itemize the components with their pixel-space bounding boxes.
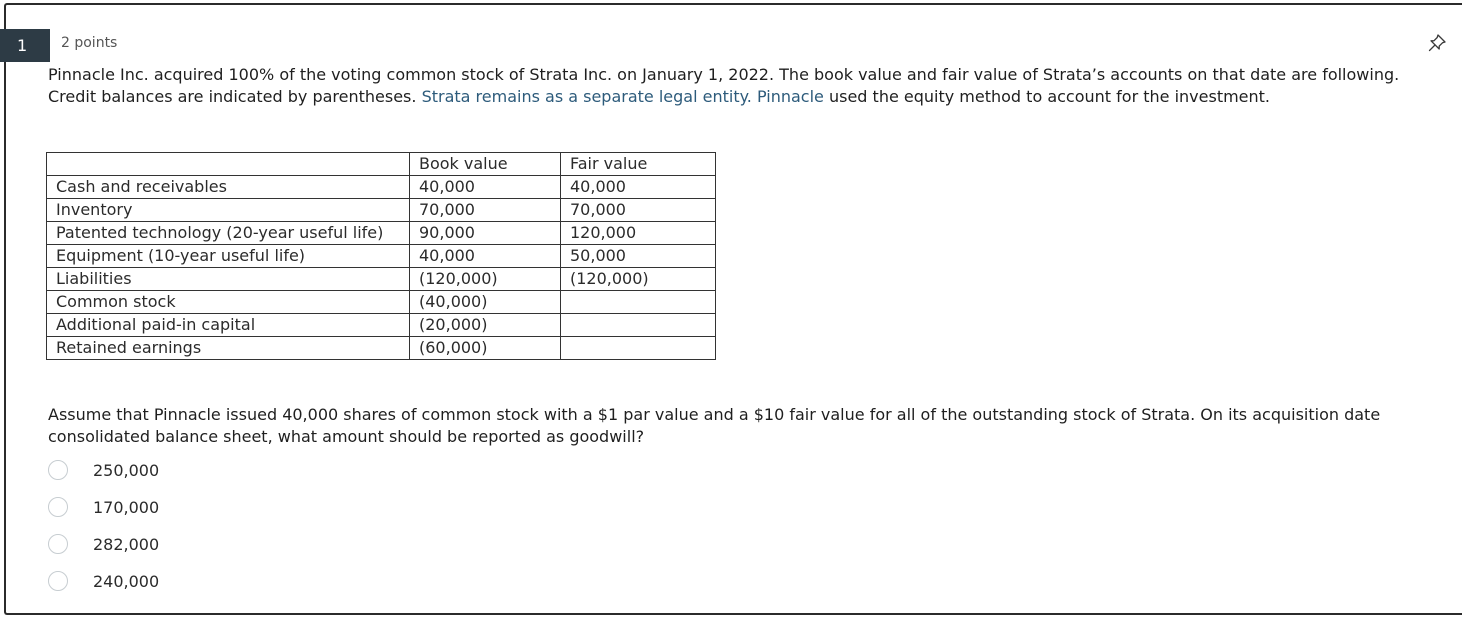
table-cell: 90,000 [410, 222, 561, 245]
radio-button[interactable] [48, 571, 68, 591]
table-cell: 50,000 [561, 245, 716, 268]
radio-button[interactable] [48, 460, 68, 480]
answer-label: 170,000 [93, 497, 160, 517]
table-row [47, 314, 716, 337]
account-values-table [46, 152, 716, 360]
table-cell [561, 337, 716, 360]
answer-label: 282,000 [93, 534, 160, 554]
table-header-cell: Fair value [561, 153, 716, 176]
table-row [47, 222, 716, 245]
radio-button[interactable] [48, 534, 68, 554]
table-row [47, 199, 716, 222]
table-cell: 40,000 [410, 245, 561, 268]
table-header-row [47, 153, 716, 176]
table-row [47, 337, 716, 360]
table-cell: (60,000) [410, 337, 561, 360]
table-cell: Cash and receivables [47, 176, 410, 199]
pin-icon[interactable] [1427, 33, 1447, 53]
table-row [47, 245, 716, 268]
table-cell: Liabilities [47, 268, 410, 291]
prompt-text-2: used the equity method to account for the investment. [823, 87, 1271, 106]
answer-option-3[interactable] [48, 531, 159, 557]
question-prompt [48, 64, 1448, 108]
table-cell: Common stock [47, 291, 410, 314]
table-header-cell [47, 153, 410, 176]
question-points: 2 points [61, 35, 118, 51]
answer-option-1[interactable] [48, 457, 159, 483]
table-cell: Additional paid-in capital [47, 314, 410, 337]
table-row [47, 291, 716, 314]
table-cell: Patented technology (20-year useful life) [47, 222, 410, 245]
answer-label: 250,000 [93, 460, 160, 480]
table-cell: Retained earnings [47, 337, 410, 360]
table-cell: Equipment (10-year useful life) [47, 245, 410, 268]
radio-button[interactable] [48, 497, 68, 517]
table-cell [561, 314, 716, 337]
table-cell: 40,000 [410, 176, 561, 199]
table-cell: 40,000 [561, 176, 716, 199]
table-cell: 120,000 [561, 222, 716, 245]
table-cell: (20,000) [410, 314, 561, 337]
answer-label: 240,000 [93, 571, 160, 591]
prompt-text-1: Pinnacle Inc. acquired 100% of the voting common stock of Strata Inc. on January 1, 2022. The book value and fair value of Strata’s accounts on that date are following. Credit balances are indicated by parentheses. [48, 65, 1400, 106]
question-text: Assume that Pinnacle issued 40,000 shares of common stock with a $1 par value and a $10 fair value for all of the outstanding stock of Strata. On its acquisition date consolidated balance sheet, what amount should be reported as goodwill? [48, 405, 1381, 446]
table-cell: 70,000 [561, 199, 716, 222]
table-row [47, 176, 716, 199]
table-cell [561, 291, 716, 314]
table-cell: 70,000 [410, 199, 561, 222]
table-cell: Inventory [47, 199, 410, 222]
table-cell: (40,000) [410, 291, 561, 314]
table-cell: (120,000) [561, 268, 716, 291]
table-header-cell: Book value [410, 153, 561, 176]
answer-option-4[interactable] [48, 568, 159, 594]
table-row [47, 268, 716, 291]
table-cell: (120,000) [410, 268, 561, 291]
prompt-text-highlight: Strata remains as a separate legal entity. Pinnacle [421, 87, 824, 106]
question-number-badge: 1 [0, 29, 50, 62]
answer-option-2[interactable] [48, 494, 159, 520]
